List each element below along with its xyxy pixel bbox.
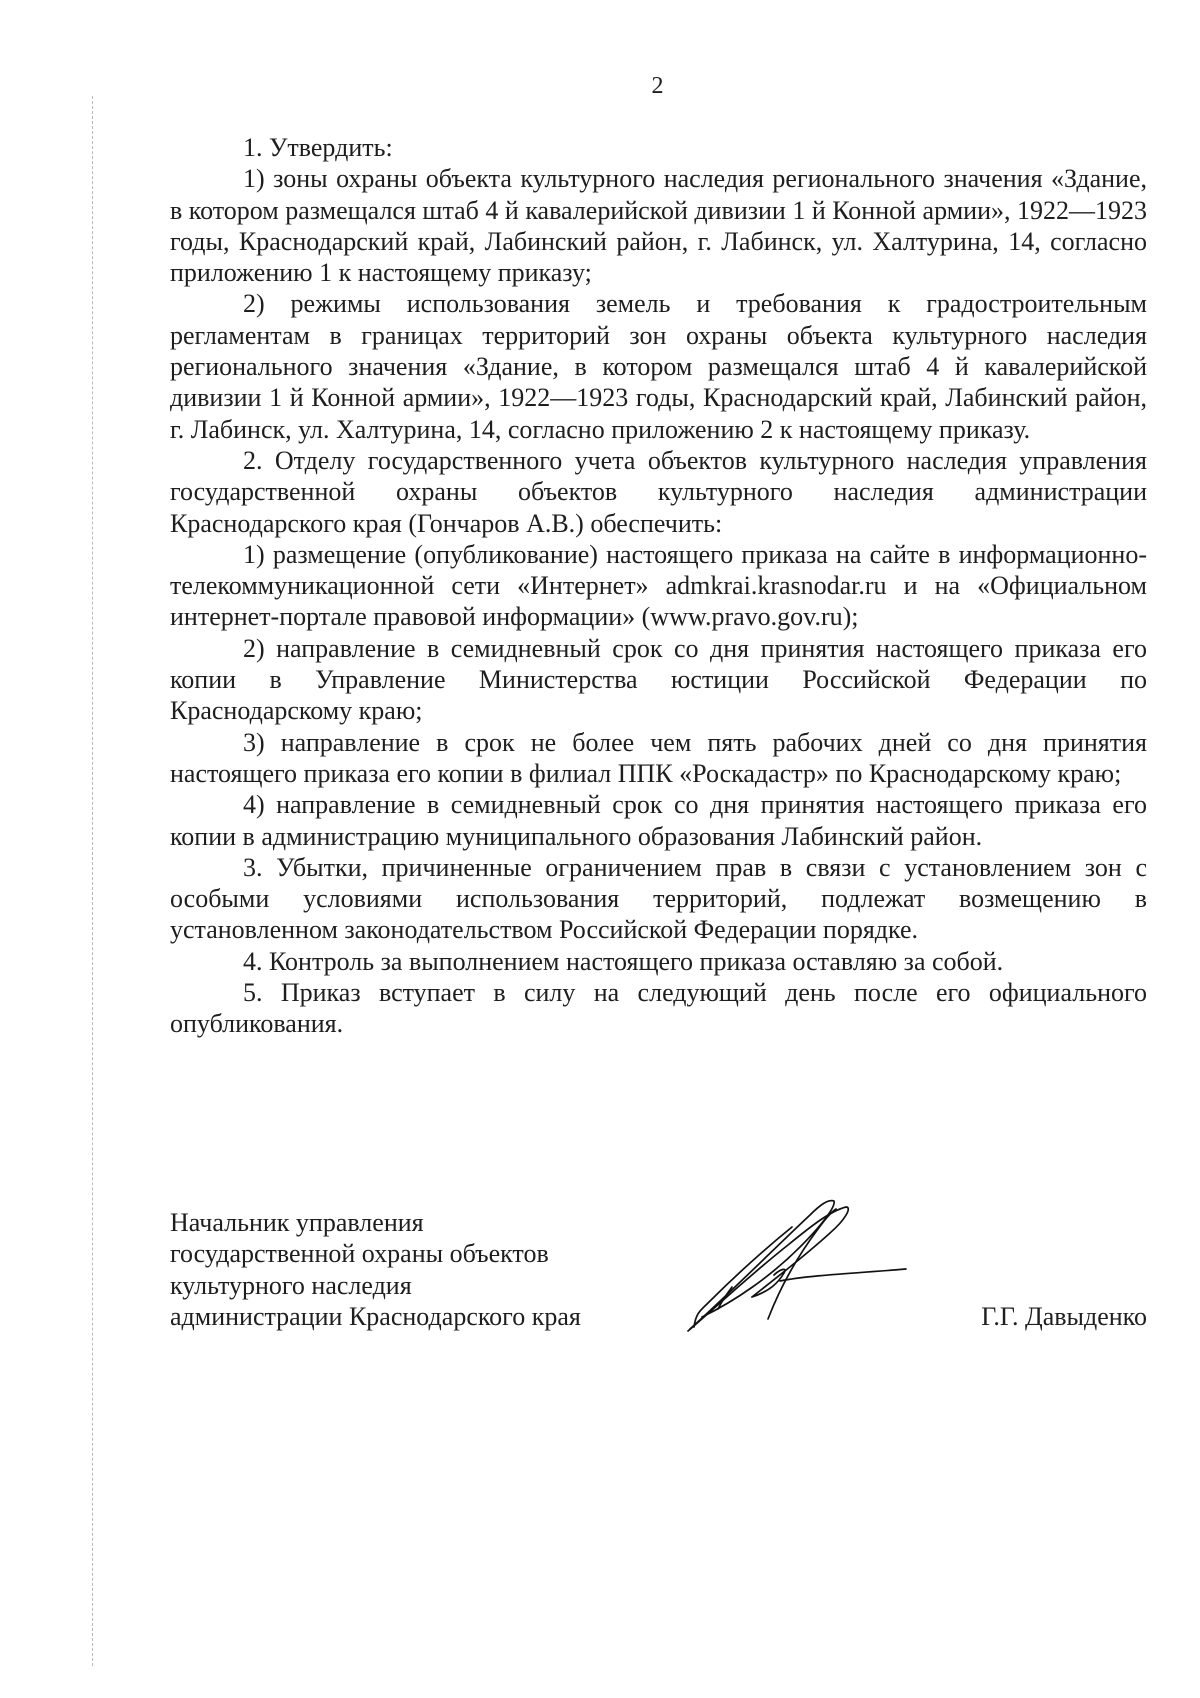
paragraph-control: 4. Контроль за выполнением настоящего приказа оставляю за собой. <box>243 946 1004 976</box>
signer-title <box>170 1207 690 1332</box>
paragraph-justice-ministry: 2) направление в семидневный срок со дня принятия настоящего приказа его копии в Управление Министерства юстиции Российской Федерации по Краснодарскому краю; <box>170 633 1147 726</box>
paragraph-roskadastr: 3) направление в срок не более чем пять рабочих дней со дня принятия настоящего приказа его копии в филиал ППК «Роскадастр» по Краснодарскому краю; <box>170 727 1147 788</box>
paragraph-effective-date: 5. Приказ вступает в силу на следующий день после его официального опубликования. <box>170 978 1147 1039</box>
paragraph-approve: 1. Утвердить: <box>243 133 393 162</box>
handwritten-signature <box>660 1183 920 1343</box>
paragraph-department-task: 2. Отделу государственного учета объектов культурного наследия управления государственной охраны объектов культурного наследия администрации Краснодарского края (Гончаров А.В.) обеспечить: <box>170 445 1147 538</box>
paragraph-publication: 1) размещение (опубликование) настоящего приказа на сайте в информационно-телекоммуникационной сети «Интернет» admkrai.krasnodar.ru и на «Официальном интернет-портале правовой информации» (www.pravo.gov.ru); <box>170 539 1147 632</box>
signer-title-line: администрации Краснодарского края <box>170 1301 581 1331</box>
signer-title-line: Начальник управления <box>170 1208 424 1237</box>
signature-block <box>170 1207 1147 1367</box>
page-number: 2 <box>651 73 664 99</box>
signer-title-line: государственной охраны объектов <box>170 1239 549 1269</box>
paragraph-municipality: 4) направление в семидневный срок со дня принятия настоящего приказа его копии в администрацию муниципального образования Лабинский район. <box>170 790 1147 851</box>
order-body <box>170 132 1147 1040</box>
signer-title-line: культурного наследия <box>170 1270 412 1300</box>
paragraph-losses: 3. Убытки, причиненные ограничением прав в связи с установлением зон с особыми условиями использования территорий, подлежат возмещению в установленном законодательством Российской Федерации порядке. <box>170 852 1147 945</box>
paragraph-approve-zones: 1) зоны охраны объекта культурного наследия регионального значения «Здание, в котором размещался штаб 4 й кавалерийской дивизии 1 й Конной армии», 1922—1923 годы, Краснодарский край, Лабинский район, г. Лабинск, ул. Халтурина, 14, согласно приложению 1 к настоящему приказу; <box>170 164 1147 288</box>
signer-name: Г.Г. Давыденко <box>981 1302 1147 1331</box>
scan-edge-line <box>92 96 93 1666</box>
paragraph-approve-regimes: 2) режимы использования земель и требования к градостроительным регламентам в границах территорий зон охраны объекта культурного наследия регионального значения «Здание, в котором размещался штаб 4 й кавалерийской дивизии 1 й Конной армии», 1922—1923 годы, Краснодарский край, Лабинский район, г. Лабинск, ул. Халтурина, 14, согласно приложению 2 к настоящему приказу. <box>170 289 1147 444</box>
